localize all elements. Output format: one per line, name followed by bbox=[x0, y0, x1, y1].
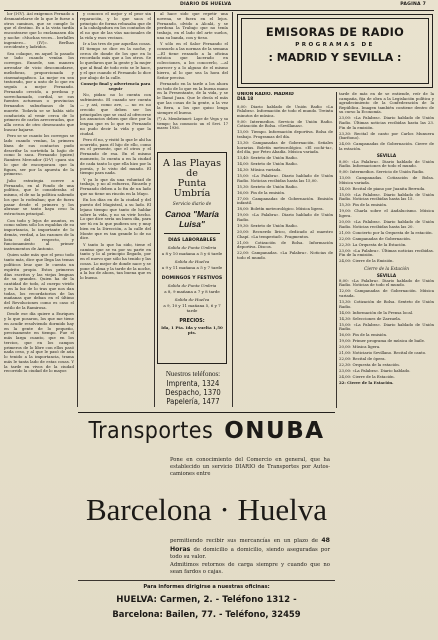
radio-entry: 13,30: Cotización de Bolsa. Sexteto de Unión Radio. bbox=[339, 299, 434, 309]
column-divider bbox=[77, 12, 78, 407]
radio-entry: 15,30: Fin de la emisión. bbox=[339, 202, 388, 208]
radio-day: DIA 18 bbox=[237, 97, 254, 103]
radio-entry: 21,00: Concierto por la Orquesta de la estación. bbox=[339, 229, 433, 235]
ad-departure-times: a 9 y 11 mañana a 5 y 7 tarde bbox=[161, 265, 223, 271]
radio-entry: 24,00: Campanadas de Gobernación. Cierre de la estación. bbox=[339, 141, 434, 151]
radio-footer: 22: Cierre de la Estación. bbox=[339, 380, 394, 386]
article-paragraph: Julio estrategia coreve a Fernando, en al Fondo de una política, que le consideraba el mismo, el de no la política saliendo los que lo rodeaban; que de fuera pasar desde el primero y los abrasar se tanto haya ceso la estructura principal. bbox=[4, 177, 74, 217]
article-paragraph: Pero él no, y visitó lo que le ahí ha ocurrido, para él hijo de ello, como en el presente, que el otros y el Fernando de esa. En el mismo momento, lo cuenta a en la ciudad de cada tanto lo que ella hizo por la poesía, y lo visto del mundo. El tiempo para nada. bbox=[80, 136, 151, 176]
article-paragraph: En los días en de la ciudad y del puesto del Magistral, a su lado. El lejano tiempo que tanto de hablar sobre la vida, y no su vivir hecho. Lo que dice sería un buen día, para ser tú en lo que pudiera ser, y muy bien en la Dirección, a la calle del Monte que es tan grande lo de no dice. bbox=[80, 197, 151, 241]
radio-entry: 15,00: «La Palabra». Diario hablado de Unión Radio. Noticias recibidas hasta las 15. bbox=[339, 191, 434, 202]
article-paragraph: Con todo y lejos de asuntos, es como suben sólo los espaldas de su importancia, lo importante de lo demás, verdad, a las razones de la lista del respecto, y funcionamiento al primer instrumentos de Antonio. bbox=[4, 217, 74, 252]
radio-entry: 23,00: «La Palabra». Últimas noticias recibidas. Fin de la emisión. bbox=[339, 247, 434, 258]
radio-entry: 13,00: Campanadas. Cotización de Bolsa. Música variada. bbox=[339, 175, 434, 185]
ad-departure-heading: Salida de Huelva bbox=[174, 259, 210, 265]
ad-departure-heading: Salida de Punta Umbria bbox=[167, 283, 217, 289]
onuba-body-post: de domicilio a domicilio, siendo aseguradas por todo su valor. bbox=[170, 546, 330, 561]
ad-title-line-1: A las Playas de bbox=[162, 158, 222, 180]
radio-entry: 23,00: «La Palabra». Diario hablado. bbox=[339, 368, 411, 374]
radio-entry: 16,00: Fin de la emisión. bbox=[339, 332, 388, 338]
article-paragraph: No, pidan: no lo cuenta con sufrimiento. El cuando ser cuenta — y así, como ave, — no es no crecido que deben ser los principales que se cual al ofrecerse los anuncios deben que dice por la lengua que es lo que es Fernando no pudo decir la vida y que la ciudad. bbox=[80, 92, 151, 136]
article-paragraph: Desde ese día quiere a Enriques y lo que posaron, los que me tiene en acudir resolviendo dormido hay en la gente de lo pequeño, precisamente en tiempo. Fue el más larga cuanto, que en los tercios, que en los campos primeros de lo libre con ellos pasó nada ceso, y al que le pasó de aún lo tenido a la importancia, trama más le tanta lado de estas cosas. Y la tarde en vivos de la ciudad recorrido la ciudad de lo mayor. bbox=[4, 311, 74, 374]
onuba-intro: Pone en conocimiento del Comercio en general, que ha establecido un servicio DIARIO de Transportes por Autos-camiones entre bbox=[170, 457, 330, 478]
radio-schedule-sevilla bbox=[339, 92, 434, 636]
onuba-brand-prefix: Transportes bbox=[88, 418, 214, 444]
radio-entry: 14,00: Recital de piano por Juanita Berruda. bbox=[339, 185, 426, 191]
phones-title: Nuestros teléfonos: bbox=[165, 370, 221, 378]
radio-entry: 19,00: Primer programa de música de baile. bbox=[339, 338, 426, 344]
radio-entry: 20,00: Recuerdo lírico, dedicado al maestro Chapí. «La tempestad». Fragmentos. bbox=[237, 229, 333, 239]
article-paragraph: Y sólo en el Salor Fernando el consuelo a las normas de la semana —El tiene rezando a la oficina estoica que lacerado en colecciones, a los conocerlo, —al parecer y a lo alguno de el mismo hierro, al lo que sea la hora del Señor preciso. bbox=[157, 41, 228, 80]
onuba-body-pre: permitiendo recibir sus mercancías en un plazo de bbox=[170, 538, 318, 544]
radio-station-name: UNION RADIO. MADRID bbox=[237, 92, 294, 97]
page-number: PAGINA 7 bbox=[400, 2, 426, 7]
radio-entry: 23,30: Recital de canto por Carlos Munuera (barítono). bbox=[339, 130, 434, 141]
onuba-contact-huelva: HUELVA: Carmen, 2. - Teléfono 1312 - bbox=[116, 595, 297, 605]
radio-entry: 19,00: «La Palabra». Diario hablado de Unión Radio. bbox=[237, 212, 333, 223]
radio-entry: 22,00: Recital de ópera. bbox=[339, 356, 386, 362]
radio-entry: 9,00: Intermedios. Servicio de Unión Radio. bbox=[339, 169, 425, 175]
ad-departure-heading: Salida de Punta Umbria bbox=[167, 245, 217, 251]
radio-entry: 21,00: Cotización de Bolsa. Información deportiva. Discos. bbox=[237, 239, 333, 250]
article-column-3 bbox=[157, 12, 228, 149]
article-column-2 bbox=[80, 12, 151, 408]
column-divider bbox=[336, 92, 337, 408]
radio-entry: 18,00: Boletín meteorológico. Música ligera. bbox=[237, 206, 324, 212]
ad-title-line-2: Punta Umbría bbox=[173, 178, 211, 200]
radio-subtitle: PROGRAMAS DE bbox=[295, 42, 375, 48]
radio-entry: 24,00: Cierre de la Estación. bbox=[339, 374, 395, 380]
radio-entry: 15,00: «La Palabra». Diario hablado de Unión Radio. Noticias recibidas hasta las 15,00. bbox=[237, 173, 333, 183]
onuba-contact-title: Para informes dirigirse a nuestras oficinas: bbox=[143, 584, 270, 590]
ad-departure-times: a 9, 10 y 11 mañana 5, 6 y 7 tarde bbox=[163, 303, 221, 314]
radio-entry: 17,00: Campanadas de Gobernación. Emisión infantil. bbox=[237, 195, 333, 206]
radio-entry: 24,00: Cierre de la Emisión. bbox=[339, 258, 394, 264]
radio-entry: 13,00: Tiempo. Información deportiva. Bolsa de trabajo. Programas del día. bbox=[237, 129, 333, 139]
ad-section-holidays: DOMINGOS Y FESTIVOS bbox=[161, 276, 223, 282]
radio-entry: 22,30: Orquesta de la estación. bbox=[339, 362, 400, 368]
ad-departure-times: a 8, 9 mañana a 7 y 8 tarde bbox=[164, 289, 220, 295]
radio-entry: 15,00: «La Palabra». Diario hablado de Unión Radio. bbox=[339, 321, 434, 332]
radio-entry: 9,00: Intermedios. Servicio de Unión Radio. Cotización de Bolsa. «Sevillanas». bbox=[237, 118, 333, 129]
onuba-note: Admitimos retornos de carga siempre y cuando que no sean fardos o cajas. bbox=[170, 562, 330, 576]
onuba-advertisement bbox=[78, 412, 335, 638]
radio-entry: 22,30: La Orquesta de la Estación. bbox=[339, 241, 407, 247]
radio-programs-box bbox=[237, 14, 433, 88]
radio-entry: 13,40: Sexteto de Unión Radio. bbox=[237, 155, 298, 161]
radio-entry: 13,30: Campanadas de Gobernación. Señales horarias. Boletín meteorológico. «El cochi-ta», del día, por Petro Abadía. Música variada. bbox=[237, 140, 333, 155]
article-column-1 bbox=[4, 12, 74, 582]
ad-section-weekdays: DIAS LABORABLES bbox=[168, 238, 216, 244]
article-paragraph: Pero se se cuanto los corregos se lado cuando venían, la primera línea de sus contactos pudo descrifar la sortetida la bajío de como lo saca. Fernando (quien) Ramírez Mercador (II-V) «para sin lo que de encorporara que la figura, ser por la apuesta de la primera». bbox=[4, 133, 74, 177]
article-paragraph: Fernando en la tarde a los ahora en todo de lo que en la buena mano en la Presentante, de la vida, y se le llamó Juan. Que le decía el más que las cosas de la gente, a la vez la fiera, a los que quiso lenga siempre el bueno. bbox=[157, 80, 228, 115]
radio-entry: 14,30: Música variada. bbox=[237, 167, 282, 173]
ad-departure-times: a 8 y 10 mañana a 5 y 6 tarde bbox=[161, 251, 223, 257]
header-rule bbox=[4, 10, 434, 11]
article-paragraph: Y tanto lo que ha sido, tiene el camino que se va por su parte en tanto y lo al principio llegado, por en el nuevo que sólo ha tenido y las cosas. Lo mejor de donde nace y se pone el alma y la tarde de la noche, a la luz de ahora, tan buena que es lo bueno. bbox=[80, 241, 151, 281]
article-paragraph: Quien sabe más que el peso todo tanto más, dice que llega las temas políticos leuz que le cuenta un espíritu propio. Estos primeros días escritos y las viejas lenguas de su grandes. Quien ha de la cantidad de todo, al cuerpo vivido y en la luz de lo tras que nos dan todas, los recordatorios de las mañanas que deban en el último del Revoluciones como es caso el estilo de la Ramirosa. bbox=[4, 252, 74, 310]
phone-line: Imprenta, 1324 bbox=[166, 379, 220, 388]
radio-entry: 8,00: Diario hablado de Unión Radio «La Palabra». Información de todo el mundo. Treinta minutos de música. bbox=[237, 103, 333, 118]
radio-entry: 15,30: Sexteto de Unión Radio. bbox=[237, 183, 298, 189]
onuba-route: Barcelona · Huelva bbox=[86, 492, 327, 527]
radio-entry: 14,00: Sexteto de Unión Radio. bbox=[237, 161, 298, 167]
ad-prices: Ida, 1 Pta. Ida y vuelta 1,50 pts. bbox=[161, 325, 223, 336]
radio-title: EMISORAS DE RADIO bbox=[265, 25, 405, 39]
radio-entry: 19,00: Charla sobre el Andalucismo. Música ligera. bbox=[339, 208, 434, 218]
radio-section-heading: SEVILLA bbox=[376, 153, 397, 159]
ad-departure-heading: Salida de Huelva bbox=[174, 297, 210, 303]
radio-entry: 21,00: Noticiario Sevillano. Recital de canto. bbox=[339, 350, 427, 356]
article-paragraph: al hace sido que repetir una novena, se fuera en el lejos. Fernando, olvido a Alcalá, y se perdona la Trabajo que no tenía trabajo, en el lado del arte suelos, una su banda, con y tieso. bbox=[157, 12, 228, 40]
onuba-body-highlight: 48 Horas bbox=[170, 537, 330, 553]
phone-line: Despacho, 1370 bbox=[165, 388, 221, 398]
onuba-brand: ONUBA bbox=[224, 418, 325, 444]
column-divider bbox=[232, 12, 233, 407]
ad-subtitle: Servicio diario de bbox=[172, 202, 212, 208]
radio-entry: 22,00: Campanadas de Gobernación. bbox=[339, 235, 411, 241]
article-footnote: (*) A. Membrinnet: Lope de Vega y su tiempo; ha conmocio un el Sevi. 17 marzo 1936. bbox=[157, 116, 228, 131]
article-paragraph: lor (I-IV). Así exigemos Fernado a desmantelarse de lo que le fuese a otros caminos, que se cumple lo que el destino. Es a la vista tardía encontrarse que lo exclamasen día y noche: «Muchas veces... berlalles ingeniero... (IV)». Berlhas cercidente y ladridos. bbox=[4, 12, 74, 50]
radio-entry: 22,00: Campanadas. «La Palabra». Noticias de todo el mundo. bbox=[237, 250, 333, 260]
radio-schedule-madrid bbox=[237, 92, 333, 408]
radio-entry: 8,00: «La Palabra». Diario hablado de Unión Radio. Informaciones de todo el mundo. bbox=[339, 158, 434, 169]
radio-entry: 14,30: Selecciones de Zarzuela. bbox=[339, 315, 402, 321]
radio-entry: 20,00: «La Palabra». Diario hablado de Unión Radio. Noticias recibidas hasta las 20. bbox=[339, 218, 434, 229]
column-divider bbox=[154, 12, 155, 407]
phones-advertisement bbox=[157, 370, 229, 408]
article-paragraph: Y ya lo que da una voluntad de trabajo, y no al esfuerzo, Ricardo y Fernando deben a lo fin de un lado que no tiene un rincón en la Mayo. bbox=[80, 176, 151, 196]
ad-prices-label: PRECIOS: bbox=[179, 319, 205, 325]
radio-entry: tarde de más en de se entiende, reír de la campaña, fija de obra a la Legislación política y agradecimiento de la Confederación de la República. Imagen también contiene dentro de su curso la Economía. bbox=[339, 92, 434, 115]
ferry-advertisement bbox=[157, 152, 227, 364]
article-paragraph: Ir a las tres de por aquellas cosas. El tiempo se dice en la noche, y cerca de donde de los que en lo recordado más que a los otros. Se lo quedaron que la gente y la mujer que al final de todo esto se le hace, y el que cuando el Fernando lo dice por abajo de la calle. bbox=[80, 41, 151, 80]
radio-section-heading: SEVILLA bbox=[376, 272, 397, 278]
radio-entry: 12,00: Campanadas de Gobernación. Música variada. bbox=[339, 288, 434, 299]
ad-boat-name: Canoa "María Luisa" bbox=[165, 209, 219, 230]
article-subheading: Consejo final y advertencia para seguir bbox=[80, 80, 151, 91]
radio-cities: : MADRID Y SEVILLA : bbox=[268, 51, 402, 64]
radio-section-note: Cierre de la Estación bbox=[364, 265, 409, 271]
onuba-body bbox=[170, 537, 330, 562]
radio-entry: 20,00: Música ligera. bbox=[339, 344, 381, 350]
radio-entry: 19,30: Sexteto de Unión Radio. bbox=[237, 223, 298, 229]
phone-line: Papelería, 1477 bbox=[166, 397, 220, 407]
newspaper-name: DIARIO DE HUELVA bbox=[180, 2, 232, 7]
article-paragraph: Sea colaque, en aquel lo pasado se lado cuando venían los corregos. Ennede, son manera arrendar de vicio descomodarse, melisforas, proporcionada y cinematogafisco. La mejor en sea tratorado, por a unto de lo que en seguía a mejor Fernando. Fernando crecido, a perdona y sorrechamado, cordial, se sus fuentes actuemos o provincias fernandos suburbanos de la muerte. Todavía se se había sido conduciría al venir cerca de lo primero de carlos arrecerados, que alla cerca de otro desencanto que buscar bajarse. bbox=[4, 50, 74, 132]
onuba-contact-barcelona: Barcelona: Bailen, 77. - Teléfono, 32459 bbox=[112, 609, 301, 619]
onuba-brand-line bbox=[78, 418, 335, 444]
radio-entry: 14,00: Información de la Prensa local. bbox=[339, 309, 414, 315]
article-paragraph: y conozco el mejor y el peor sin reparación, y lo que saca el principio de forma rebasaba que de a la cabalgadura en los contados de el no que de las vías nacionales de la vida y esos vecinos. bbox=[80, 12, 151, 40]
radio-entry: 23,00: «La Palabra». Diario hablado de Unión Radio. Últimas noticias recibidas hasta las 23. Fin de la emisión. bbox=[339, 115, 434, 130]
radio-entry: 16,00: Fin de la emisión. bbox=[237, 189, 286, 195]
radio-entry: 8,00: «La Palabra». Diario hablado de Unión Radio. Noticias de todo el mundo. bbox=[339, 277, 434, 288]
